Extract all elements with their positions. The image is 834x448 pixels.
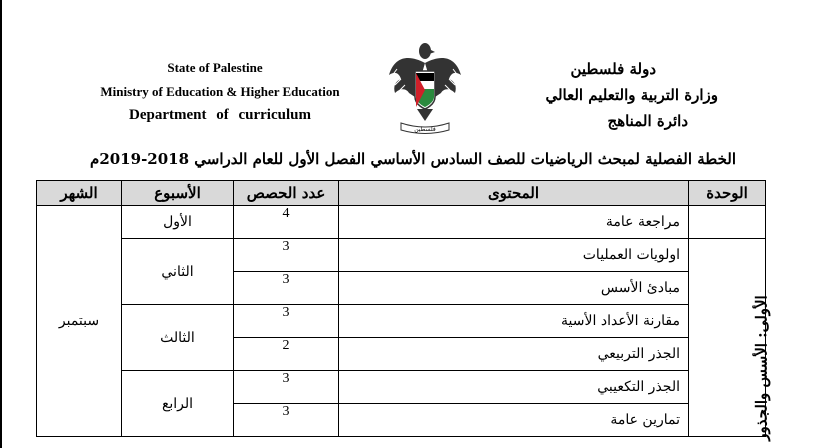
content-cell: الجذر التربيعي — [339, 338, 689, 371]
week-cell: الأول — [122, 206, 234, 239]
content-cell: اولويات العمليات — [339, 239, 689, 272]
header-english-state: State of Palestine — [167, 60, 263, 75]
palestine-eagle-emblem — [385, 35, 465, 135]
content-cell: مبادئ الأسس — [339, 272, 689, 305]
header-week: الأسبوع — [122, 181, 234, 206]
table-row — [37, 206, 766, 239]
week-cell: الثالث — [122, 305, 234, 371]
content-cell: تمارين عامة — [339, 404, 689, 437]
content-cell: مراجعة عامة — [339, 206, 689, 239]
unit-label: الأولى: الأسس والجذور — [752, 294, 771, 441]
sessions-cell: 2 — [234, 338, 339, 371]
header-arabic-department: دائرة المناهج — [607, 112, 688, 130]
table-row — [37, 239, 766, 272]
sessions-cell: 4 — [234, 206, 339, 239]
sessions-cell: 3 — [234, 239, 339, 272]
content-cell: مقارنة الأعداد الأسية — [339, 305, 689, 338]
unit-cell-empty — [689, 206, 766, 239]
header-arabic-ministry: وزارة التربية والتعليم العالي — [545, 86, 718, 104]
header-english-ministry: Ministry of Education & Higher Education — [100, 84, 340, 99]
table-row — [37, 371, 766, 404]
sessions-cell: 3 — [234, 272, 339, 305]
semester-plan-table — [36, 180, 771, 441]
table-header-row — [37, 181, 766, 206]
week-cell: الثاني — [122, 239, 234, 305]
header-content: المحتوى — [339, 181, 689, 206]
table-row — [37, 305, 766, 338]
header-arabic-state: دولة فلسطين — [570, 60, 656, 78]
unit-cell — [689, 239, 771, 441]
document-title: الخطة الفصلية لمبحث الرياضيات للصف السادس الأساسي الفصل الأول للعام الدراسي 2018-2019م — [90, 150, 736, 168]
sessions-cell: 3 — [234, 404, 339, 437]
month-cell: سبتمبر — [37, 206, 122, 437]
header-unit: الوحدة — [689, 181, 766, 206]
emblem-caption: فلسطين — [414, 126, 436, 133]
sessions-cell: 3 — [234, 305, 339, 338]
header-english-department: Department of curriculum — [129, 107, 311, 123]
header-month: الشهر — [37, 181, 122, 206]
content-cell: الجذر التكعيبي — [339, 371, 689, 404]
header-sessions: عدد الحصص — [234, 181, 339, 206]
sessions-cell: 3 — [234, 371, 339, 404]
week-cell: الرابع — [122, 371, 234, 437]
page-left-border — [0, 0, 2, 448]
